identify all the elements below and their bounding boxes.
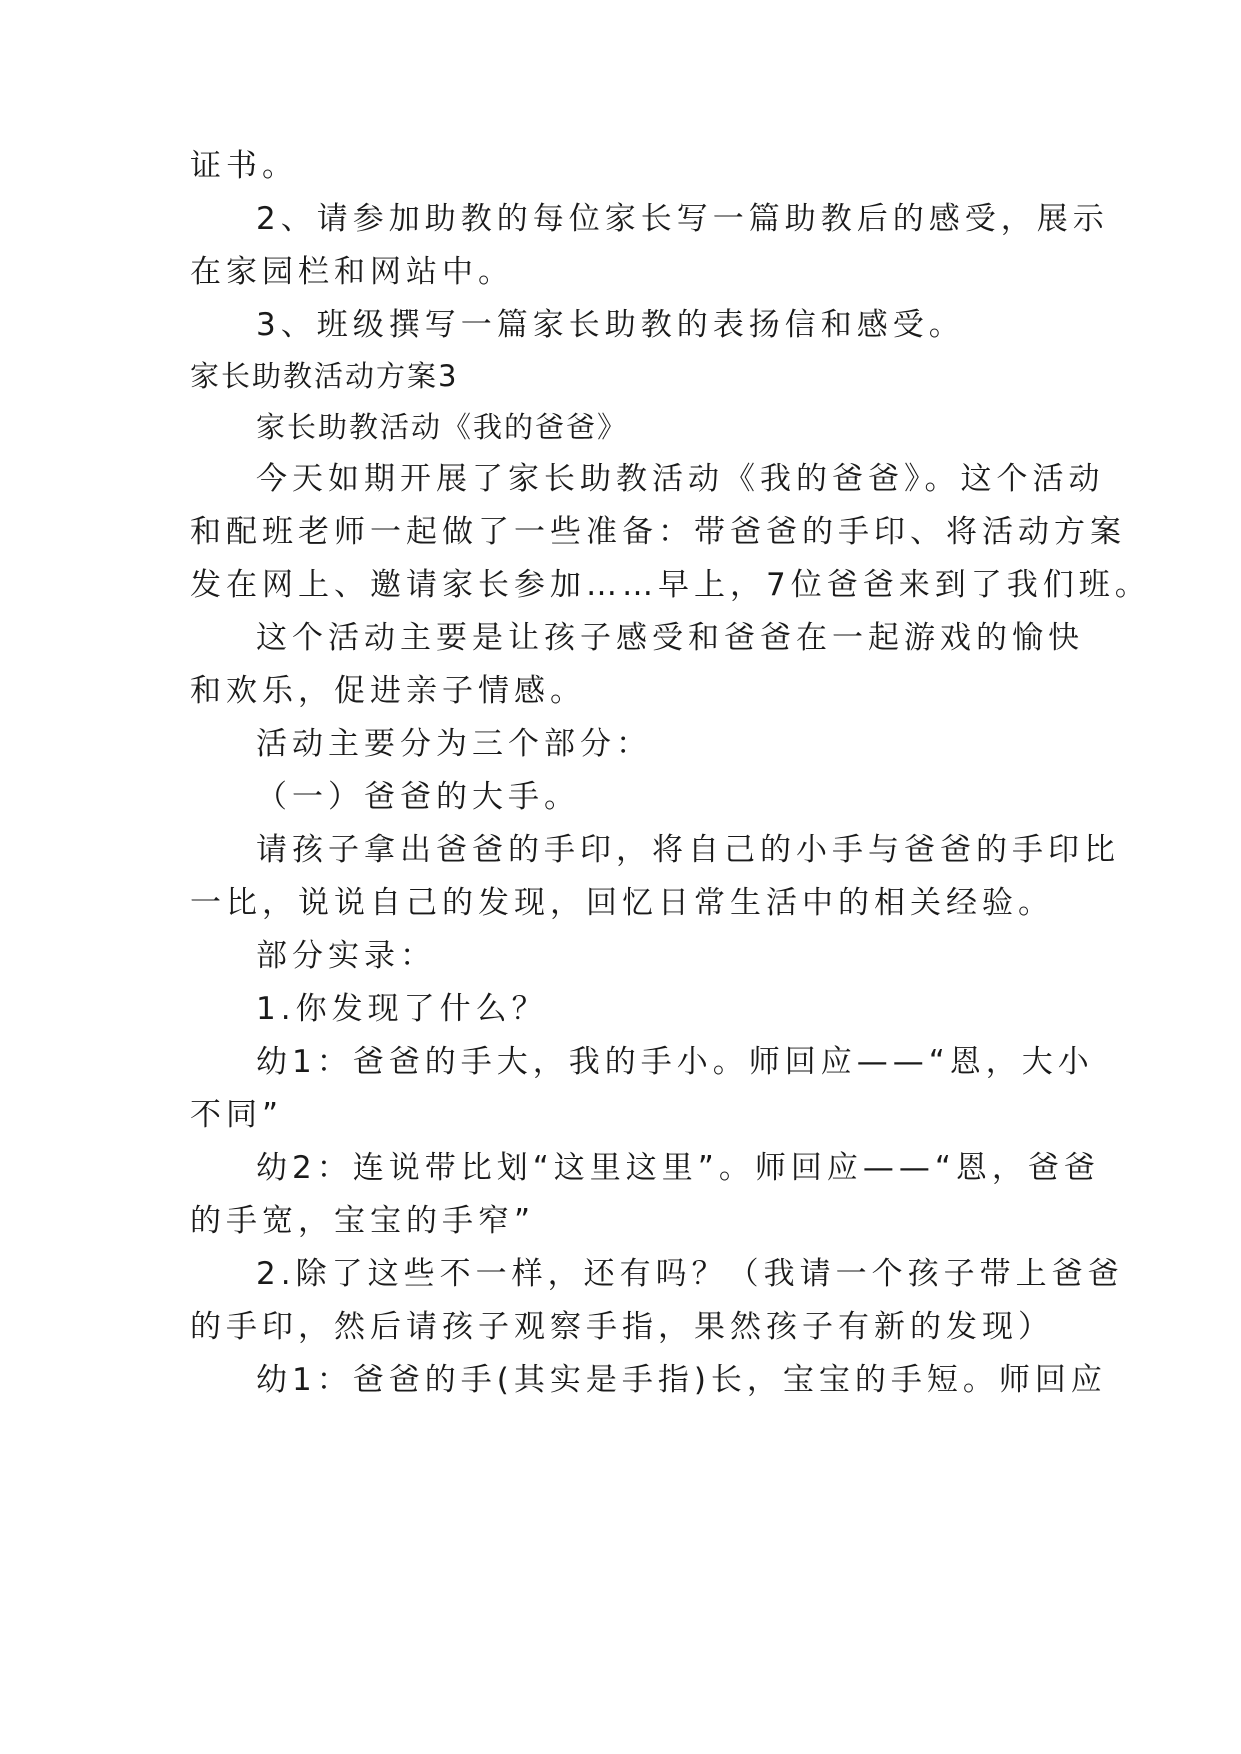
activity-title: 家长助教活动《我的爸爸》 — [256, 410, 629, 444]
text-line: 的手印，然后请孩子观察手指，果然孩子有新的发现） — [190, 1309, 1054, 1345]
text-line: 和欢乐，促进亲子情感。 — [190, 673, 586, 709]
text-line: 2、请参加助教的每位家长写一篇助教后的感受，展示 — [256, 201, 1109, 237]
text-line: 幼2：连说带比划“这里这里”。师回应——“恩，爸爸 — [256, 1150, 1100, 1186]
text-line: 在家园栏和网站中。 — [190, 254, 514, 290]
text-line: 这个活动主要是让孩子感受和爸爸在一起游戏的愉快 — [256, 620, 1084, 656]
text-line: 发在网上、邀请家长参加……早上，7位爸爸来到了我们班。 — [190, 567, 1151, 603]
text-line: 3、班级撰写一篇家长助教的表扬信和感受。 — [256, 307, 965, 343]
text-line: 幼1：爸爸的手(其实是手指)长，宝宝的手短。师回应 — [256, 1362, 1107, 1398]
text-line: 和配班老师一起做了一些准备：带爸爸的手印、将活动方案 — [190, 514, 1126, 550]
text-line: （一）爸爸的大手。 — [256, 779, 580, 815]
section-heading: 家长助教活动方案3 — [190, 359, 459, 393]
text-line: 的手宽，宝宝的手窄” — [190, 1203, 536, 1239]
text-line: 活动主要分为三个部分： — [256, 726, 652, 762]
text-line: 1.你发现了什么？ — [256, 991, 548, 1027]
text-line: 请孩子拿出爸爸的手印，将自己的小手与爸爸的手印比 — [256, 832, 1120, 868]
text-line: 不同” — [190, 1097, 284, 1133]
text-line: 幼1：爸爸的手大，我的手小。师回应——“恩，大小 — [256, 1044, 1094, 1080]
text-line: 今天如期开展了家长助教活动《我的爸爸》。这个活动 — [256, 461, 1105, 497]
text-line: 部分实录： — [256, 938, 436, 974]
text-line: 2.除了这些不一样，还有吗？（我请一个孩子带上爸爸 — [256, 1256, 1124, 1292]
text-line: 一比，说说自己的发现，回忆日常生活中的相关经验。 — [190, 885, 1054, 921]
text-line: 证书。 — [190, 148, 298, 184]
